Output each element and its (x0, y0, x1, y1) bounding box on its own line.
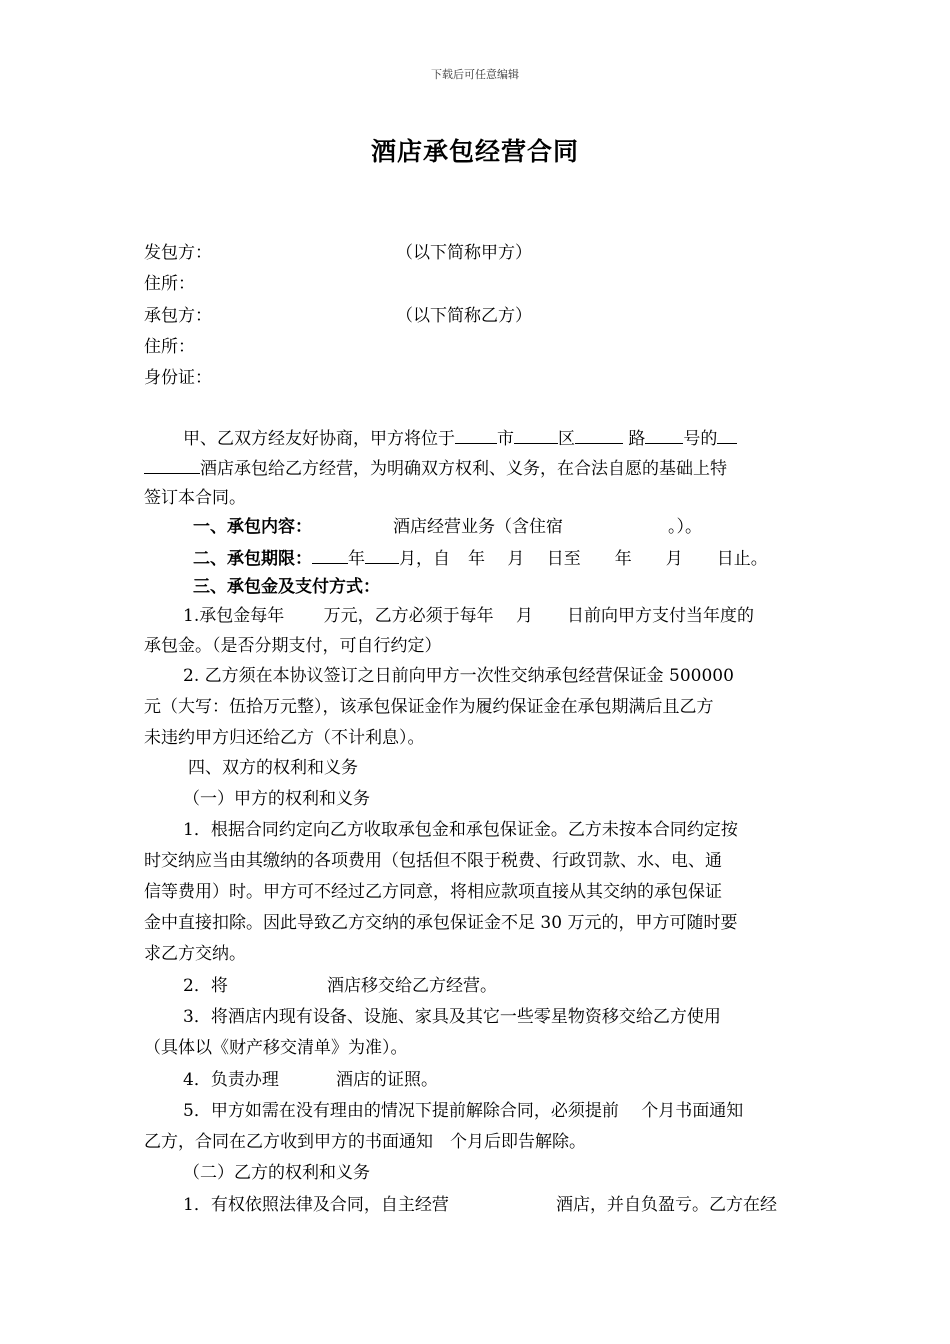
section-2-line: 二、承包期限： 年 月，自 年 月 日至 年 月 日止。 (193, 549, 768, 569)
party-a-item-4-b: 酒店的证照。 (336, 1070, 438, 1090)
blank-hotel-name-b (144, 457, 200, 474)
blank-months (365, 547, 399, 564)
blank-hotel-name-a (717, 427, 737, 444)
section-1-content: 酒店经营业务（含住宿 (393, 517, 563, 537)
blank-number (645, 427, 683, 444)
intro-line-1: 甲、乙双方经友好协商，甲方将位于 市 区 路 号的 (183, 427, 737, 449)
party-a-item-1-line-3: 信等费用）时。甲方可不经过乙方同意，将相应款项直接从其交纳的承包保证 (144, 882, 722, 902)
contractor-address: 住所： (144, 337, 195, 357)
section-3-p1-line-2: 承包金。（是否分期支付，可自行约定） (144, 636, 442, 656)
section-1-label: 一、承包内容： (193, 517, 312, 537)
blank-district (514, 427, 558, 444)
section-3-p2-line-3: 未违约甲方归还给乙方（不计利息）。 (144, 728, 425, 748)
issuer-address: 住所： (144, 274, 195, 294)
page-header: 下载后可任意编辑 (431, 68, 519, 81)
party-a-item-1-line-2: 时交纳应当由其缴纳的各项费用（包括但不限于税费、行政罚款、水、电、通 (144, 851, 722, 871)
party-a-item-2-a: 2．将 (183, 976, 228, 996)
contractor-label: 承包方： (144, 306, 212, 326)
blank-road (575, 427, 623, 444)
section-4-sub-2: （二）乙方的权利和义务 (183, 1163, 370, 1183)
section-3-label: 三、承包金及支付方式： (193, 577, 380, 597)
id-card-label: 身份证： (144, 368, 212, 388)
document-title: 酒店承包经营合同 (370, 137, 579, 166)
party-a-item-5-line-2: 乙方，合同在乙方收到甲方的书面通知 个月后即告解除。 (144, 1132, 586, 1152)
party-a-item-1-line-5: 求乙方交纳。 (144, 944, 246, 964)
contractor-note: （以下简称乙方） (396, 306, 532, 326)
section-3-p1-line-1: 1.承包金每年 万元，乙方必须于每年 月 日前向甲方支付当年度的 (183, 606, 755, 626)
party-a-item-2-b: 酒店移交给乙方经营。 (327, 976, 497, 996)
party-b-item-1-a: 1．有权依照法律及合同，自主经营 (183, 1195, 449, 1215)
intro-line-2: 酒店承包给乙方经营，为明确双方权利、义务，在合法自愿的基础上特 (144, 457, 727, 479)
party-a-item-1-line-4: 金中直接扣除。因此导致乙方交纳的承包保证金不足 30 万元的，甲方可随时要 (144, 913, 738, 933)
section-4-sub-1: （一）甲方的权利和义务 (183, 789, 370, 809)
blank-years (312, 547, 348, 564)
section-1-end: 。）。 (668, 517, 702, 537)
intro-line-3: 签订本合同。 (144, 488, 246, 508)
party-a-item-5-line-1: 5．甲方如需在没有理由的情况下提前解除合同，必须提前 个月书面通知 (183, 1101, 744, 1121)
section-3-p2-line-1: 2. 乙方须在本协议签订之日前向甲方一次性交纳承包经营保证金 500000 (183, 666, 734, 686)
party-a-item-1-line-1: 1．根据合同约定向乙方收取承包金和承包保证金。乙方未按本合同约定按 (183, 820, 738, 840)
issuer-label: 发包方： (144, 243, 212, 263)
party-a-item-3-line-1: 3．将酒店内现有设备、设施、家具及其它一些零星物资移交给乙方使用 (183, 1007, 721, 1027)
blank-city (455, 427, 497, 444)
party-a-item-4-a: 4．负责办理 (183, 1070, 279, 1090)
issuer-note: （以下简称甲方） (396, 243, 532, 263)
section-4-label: 四、双方的权利和义务 (188, 758, 358, 778)
section-3-p2-line-2: 元（大写：伍拾万元整），该承包保证金作为履约保证金在承包期满后且乙方 (144, 697, 714, 717)
party-b-item-1-b: 酒店，并自负盈亏。乙方在经 (556, 1195, 777, 1215)
party-a-item-3-line-2: （具体以《财产移交清单》为准）。 (144, 1038, 408, 1058)
